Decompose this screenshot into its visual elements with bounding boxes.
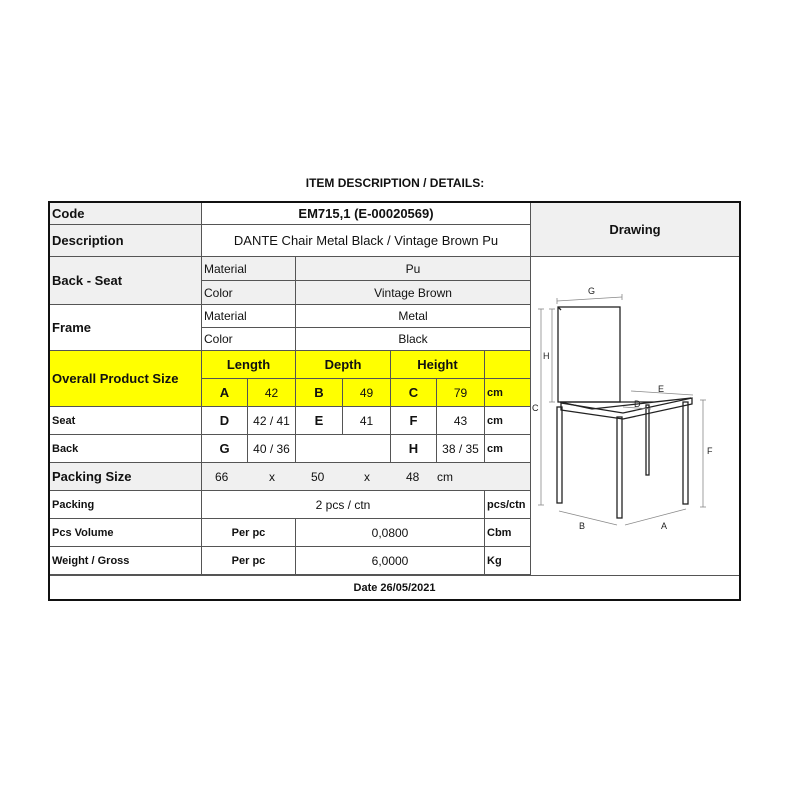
label-h: H [543, 351, 550, 361]
packing-unit-label: pcs/ctn [485, 491, 531, 519]
back-blank [296, 435, 391, 463]
back-seat-color-value: Vintage Brown [296, 281, 531, 305]
packing-value: 2 pcs / ctn [202, 491, 485, 519]
dim-e-letter: E [296, 407, 343, 435]
packing-height: 48 [406, 469, 420, 484]
packing-x-1: x [269, 469, 275, 484]
chair-leg-back-right [683, 402, 688, 504]
chair-leg-front-left [617, 417, 622, 518]
chair-drawing [531, 257, 739, 573]
length-header: Length [202, 351, 296, 379]
back-seat-color-label: Color [202, 281, 296, 305]
code-value: EM715,1 (E-00020569) [202, 203, 531, 225]
label-d: D [634, 399, 641, 409]
dim-g-letter: G [202, 435, 248, 463]
frame-label: Frame [50, 305, 202, 351]
label-g: G [588, 286, 596, 296]
dim-a-letter: A [202, 379, 248, 407]
chair-leg-back-left [557, 407, 562, 503]
volume-label: Pcs Volume [50, 519, 202, 547]
description-label: Description [50, 225, 202, 257]
overall-blank [485, 351, 531, 379]
dim-b-value: 49 [343, 379, 391, 407]
dim-c-letter: C [391, 379, 437, 407]
dim-d-letter: D [202, 407, 248, 435]
dim-e-value: 41 [343, 407, 391, 435]
weight-unit: Kg [485, 547, 531, 575]
volume-unit: Cbm [485, 519, 531, 547]
packing-x-2: x [364, 469, 370, 484]
back-seat-label: Back - Seat [50, 257, 202, 305]
dim-f-letter: F [391, 407, 437, 435]
label-c: C [532, 403, 539, 413]
volume-value: 0,0800 [296, 519, 485, 547]
chair-backrest [558, 307, 620, 402]
packing-length: 66 [215, 469, 229, 484]
label-f: F [707, 446, 713, 456]
volume-per: Per pc [202, 519, 296, 547]
page-title: ITEM DESCRIPTION / DETAILS: [305, 176, 485, 190]
dim-h-value: 38 / 35 [437, 435, 485, 463]
label-b: B [579, 521, 586, 531]
chair-diagram [531, 257, 739, 573]
seat-label: Seat [50, 407, 202, 435]
date-footer: Date 26/05/2021 [50, 575, 739, 599]
label-a: A [661, 521, 668, 531]
dim-a-value: 42 [248, 379, 296, 407]
back-seat-material-label: Material [202, 257, 296, 281]
code-label: Code [50, 203, 202, 225]
depth-header: Depth [296, 351, 391, 379]
dim-f-value: 43 [437, 407, 485, 435]
packing-size-row [202, 463, 531, 491]
frame-color-label: Color [202, 328, 296, 351]
description-value: DANTE Chair Metal Black / Vintage Brown Pu [202, 225, 531, 257]
weight-label: Weight / Gross [50, 547, 202, 575]
dim-g-value: 40 / 36 [248, 435, 296, 463]
weight-value: 6,0000 [296, 547, 485, 575]
dim-c-value: 79 [437, 379, 485, 407]
packing-size-label: Packing Size [50, 463, 202, 491]
frame-color-value: Black [296, 328, 531, 351]
back-unit: cm [485, 435, 531, 463]
overall-unit: cm [485, 379, 531, 407]
overall-size-label: Overall Product Size [50, 351, 202, 407]
frame-material-value: Metal [296, 305, 531, 328]
spec-sheet [48, 201, 741, 601]
back-label: Back [50, 435, 202, 463]
weight-per: Per pc [202, 547, 296, 575]
seat-unit: cm [485, 407, 531, 435]
packing-width: 50 [311, 469, 325, 484]
label-e: E [658, 384, 665, 394]
dim-d-value: 42 / 41 [248, 407, 296, 435]
height-header: Height [391, 351, 485, 379]
drawing-header: Drawing [531, 203, 739, 257]
packing-unit: cm [437, 469, 453, 484]
dim-b-letter: B [296, 379, 343, 407]
dim-h-letter: H [391, 435, 437, 463]
frame-material-label: Material [202, 305, 296, 328]
back-seat-material-value: Pu [296, 257, 531, 281]
packing-label: Packing [50, 491, 202, 519]
